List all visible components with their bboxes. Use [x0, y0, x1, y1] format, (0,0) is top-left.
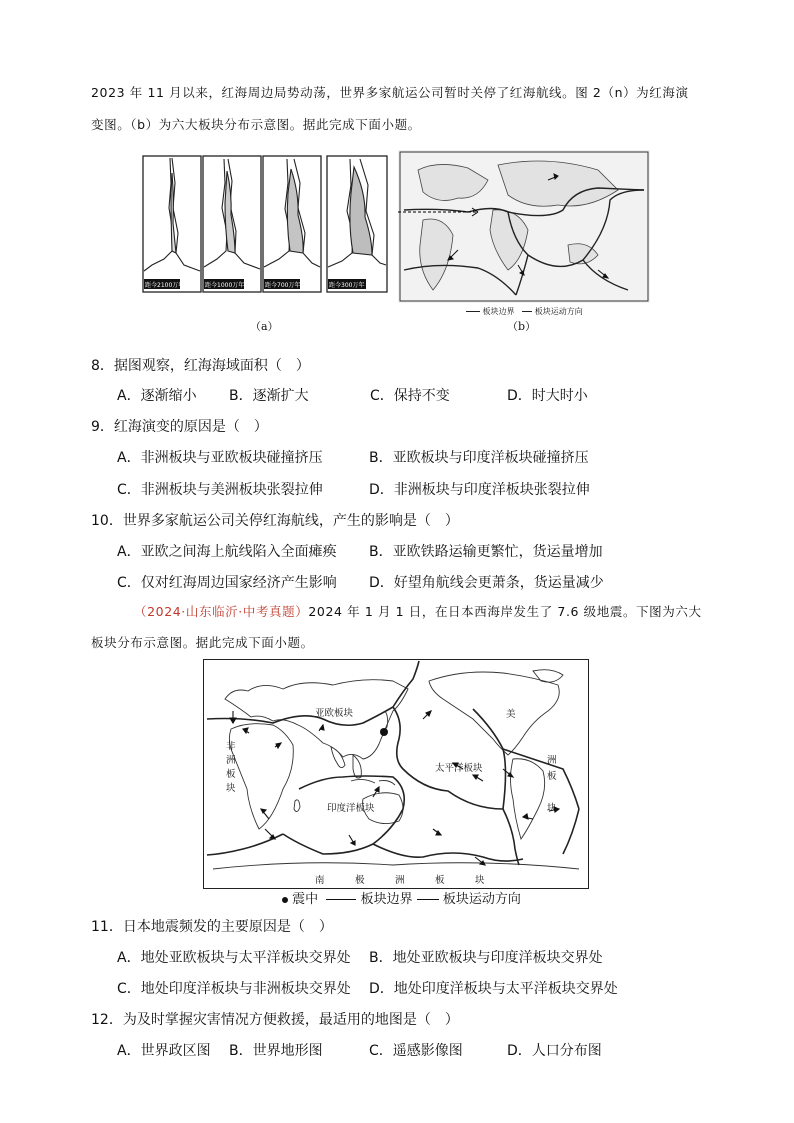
african-plate-label-1: 非: [226, 741, 236, 752]
question-10-option-d: D．好望角航线会更萧条，货运量减少: [369, 575, 604, 591]
left-arrow-icon: [417, 899, 439, 900]
epicenter-dot-icon: [282, 897, 288, 903]
question-10-option-b: B．亚欧铁路运输更繁忙，货运量增加: [369, 544, 603, 560]
eurasian-plate-label: 亚欧板块: [315, 708, 354, 719]
map-legend: [282, 888, 521, 907]
figure-b-legend-boundary: 板块边界: [482, 307, 515, 316]
america-plate-label-3: 板: [547, 771, 557, 782]
caption-a: （a）: [250, 320, 279, 333]
panel-label-2: 距今1000万年: [205, 282, 245, 289]
antarctic-label-5: 块: [475, 875, 485, 886]
antarctic-label-1: 南: [315, 875, 325, 886]
question-12-option-b: B．世界地形图: [229, 1043, 323, 1059]
question-9-option-b: B．亚欧板块与印度洋板块碰撞挤压: [369, 450, 589, 466]
indian-plate-label: 印度洋板块: [327, 803, 375, 814]
question-11-option-b: B．地处亚欧板块与印度洋板块交界处: [369, 950, 603, 966]
question-11-option-a: A．地处亚欧板块与太平洋板块交界处: [117, 950, 351, 966]
antarctic-label-2: 极: [355, 875, 365, 886]
question-12-option-a: A．世界政区图: [117, 1043, 211, 1059]
question-9-stem: 9．红海演变的原因是（ ）: [91, 419, 268, 435]
legend-boundary: 板块边界: [360, 892, 413, 907]
antarctic-label-3: 洲: [395, 875, 405, 886]
question-9-option-a: A．非洲板块与亚欧板块碰撞挤压: [117, 450, 323, 466]
question-10-option-c: C．仅对红海周边国家经济产生影响: [117, 575, 337, 591]
question-10-option-a: A．亚欧之间海上航线陷入全面瘫痪: [117, 544, 337, 560]
african-plate-label-3: 板: [226, 769, 236, 780]
epicenter-marker: [380, 728, 388, 736]
panel-label-1: 距今2100万年: [145, 282, 185, 289]
question-12-option-d: D．人口分布图: [507, 1043, 602, 1059]
question-11-option-c: C．地处印度洋板块与非洲板块交界处: [117, 981, 351, 997]
question-11-stem: 11．日本地震频发的主要原因是（ ）: [91, 919, 333, 935]
african-plate-label-4: 块: [226, 783, 236, 794]
six-plates-figure-b: [398, 150, 650, 303]
african-plate-label-2: 洲: [226, 755, 236, 766]
panel-label-3: 距今700万年: [265, 282, 301, 289]
red-sea-evolution-figure: [142, 153, 390, 295]
figure-b-legend-direction: 板块运动方向: [534, 307, 583, 316]
boundary-line-icon: [326, 899, 356, 900]
intro2-line-1: [134, 597, 702, 627]
legend-direction: 板块运动方向: [442, 892, 521, 907]
america-plate-label-4: 块: [547, 803, 557, 814]
question-9-option-d: D．非洲板块与印度洋板块张裂拉伸: [369, 482, 590, 498]
legend-epicenter: 震中: [292, 892, 319, 907]
panel-label-4: 距今300万年: [329, 282, 365, 289]
question-8-option-c: C．保持不变: [370, 388, 450, 404]
america-plate-label-2: 洲: [547, 755, 557, 766]
pacific-plate-label: 太平洋板块: [435, 763, 483, 774]
question-8-stem: 8．据图观察，红海海域面积（ ）: [91, 358, 310, 374]
boundary-line-icon: [466, 311, 480, 312]
question-9-option-c: C．非洲板块与美洲板块张裂拉伸: [117, 482, 323, 498]
antarctic-label-4: 板: [435, 875, 445, 886]
caption-b: （b）: [507, 320, 537, 333]
intro2-line-2: 板块分布示意图。据此完成下面小题。: [91, 635, 314, 650]
source-tag: （2024·山东临沂·中考真题）: [134, 604, 309, 619]
question-12-stem: 12．为及时掌握灾害情况方便救援，最适用的地图是（ ）: [91, 1012, 459, 1028]
question-11-option-d: D．地处印度洋板块与太平洋板块交界处: [369, 981, 618, 997]
intro-line-1: 2023 年 11 月以来，红海周边局势动荡，世界多家航运公司暂时关停了红海航线。图 2（n）为红海演: [91, 85, 689, 100]
world-plates-map: [203, 659, 589, 889]
question-10-stem: 10．世界多家航运公司关停红海航线，产生的影响是（ ）: [91, 513, 459, 529]
question-8-option-d: D．时大时小: [507, 388, 588, 404]
question-12-option-c: C．遥感影像图: [369, 1043, 463, 1059]
direction-arrow-icon: [522, 311, 532, 312]
intro-line-2: 变图。（b）为六大板块分布示意图。据此完成下面小题。: [91, 117, 421, 132]
intro2-text: 2024 年 1 月 1 日，在日本西海岸发生了 7.6 级地震。下图为六大: [308, 604, 702, 619]
question-8-option-b: B．逐渐扩大: [229, 388, 309, 404]
figure-b-legend: [466, 306, 583, 317]
america-plate-label-1: 美: [506, 709, 516, 720]
question-8-option-a: A．逐渐缩小: [117, 388, 197, 404]
